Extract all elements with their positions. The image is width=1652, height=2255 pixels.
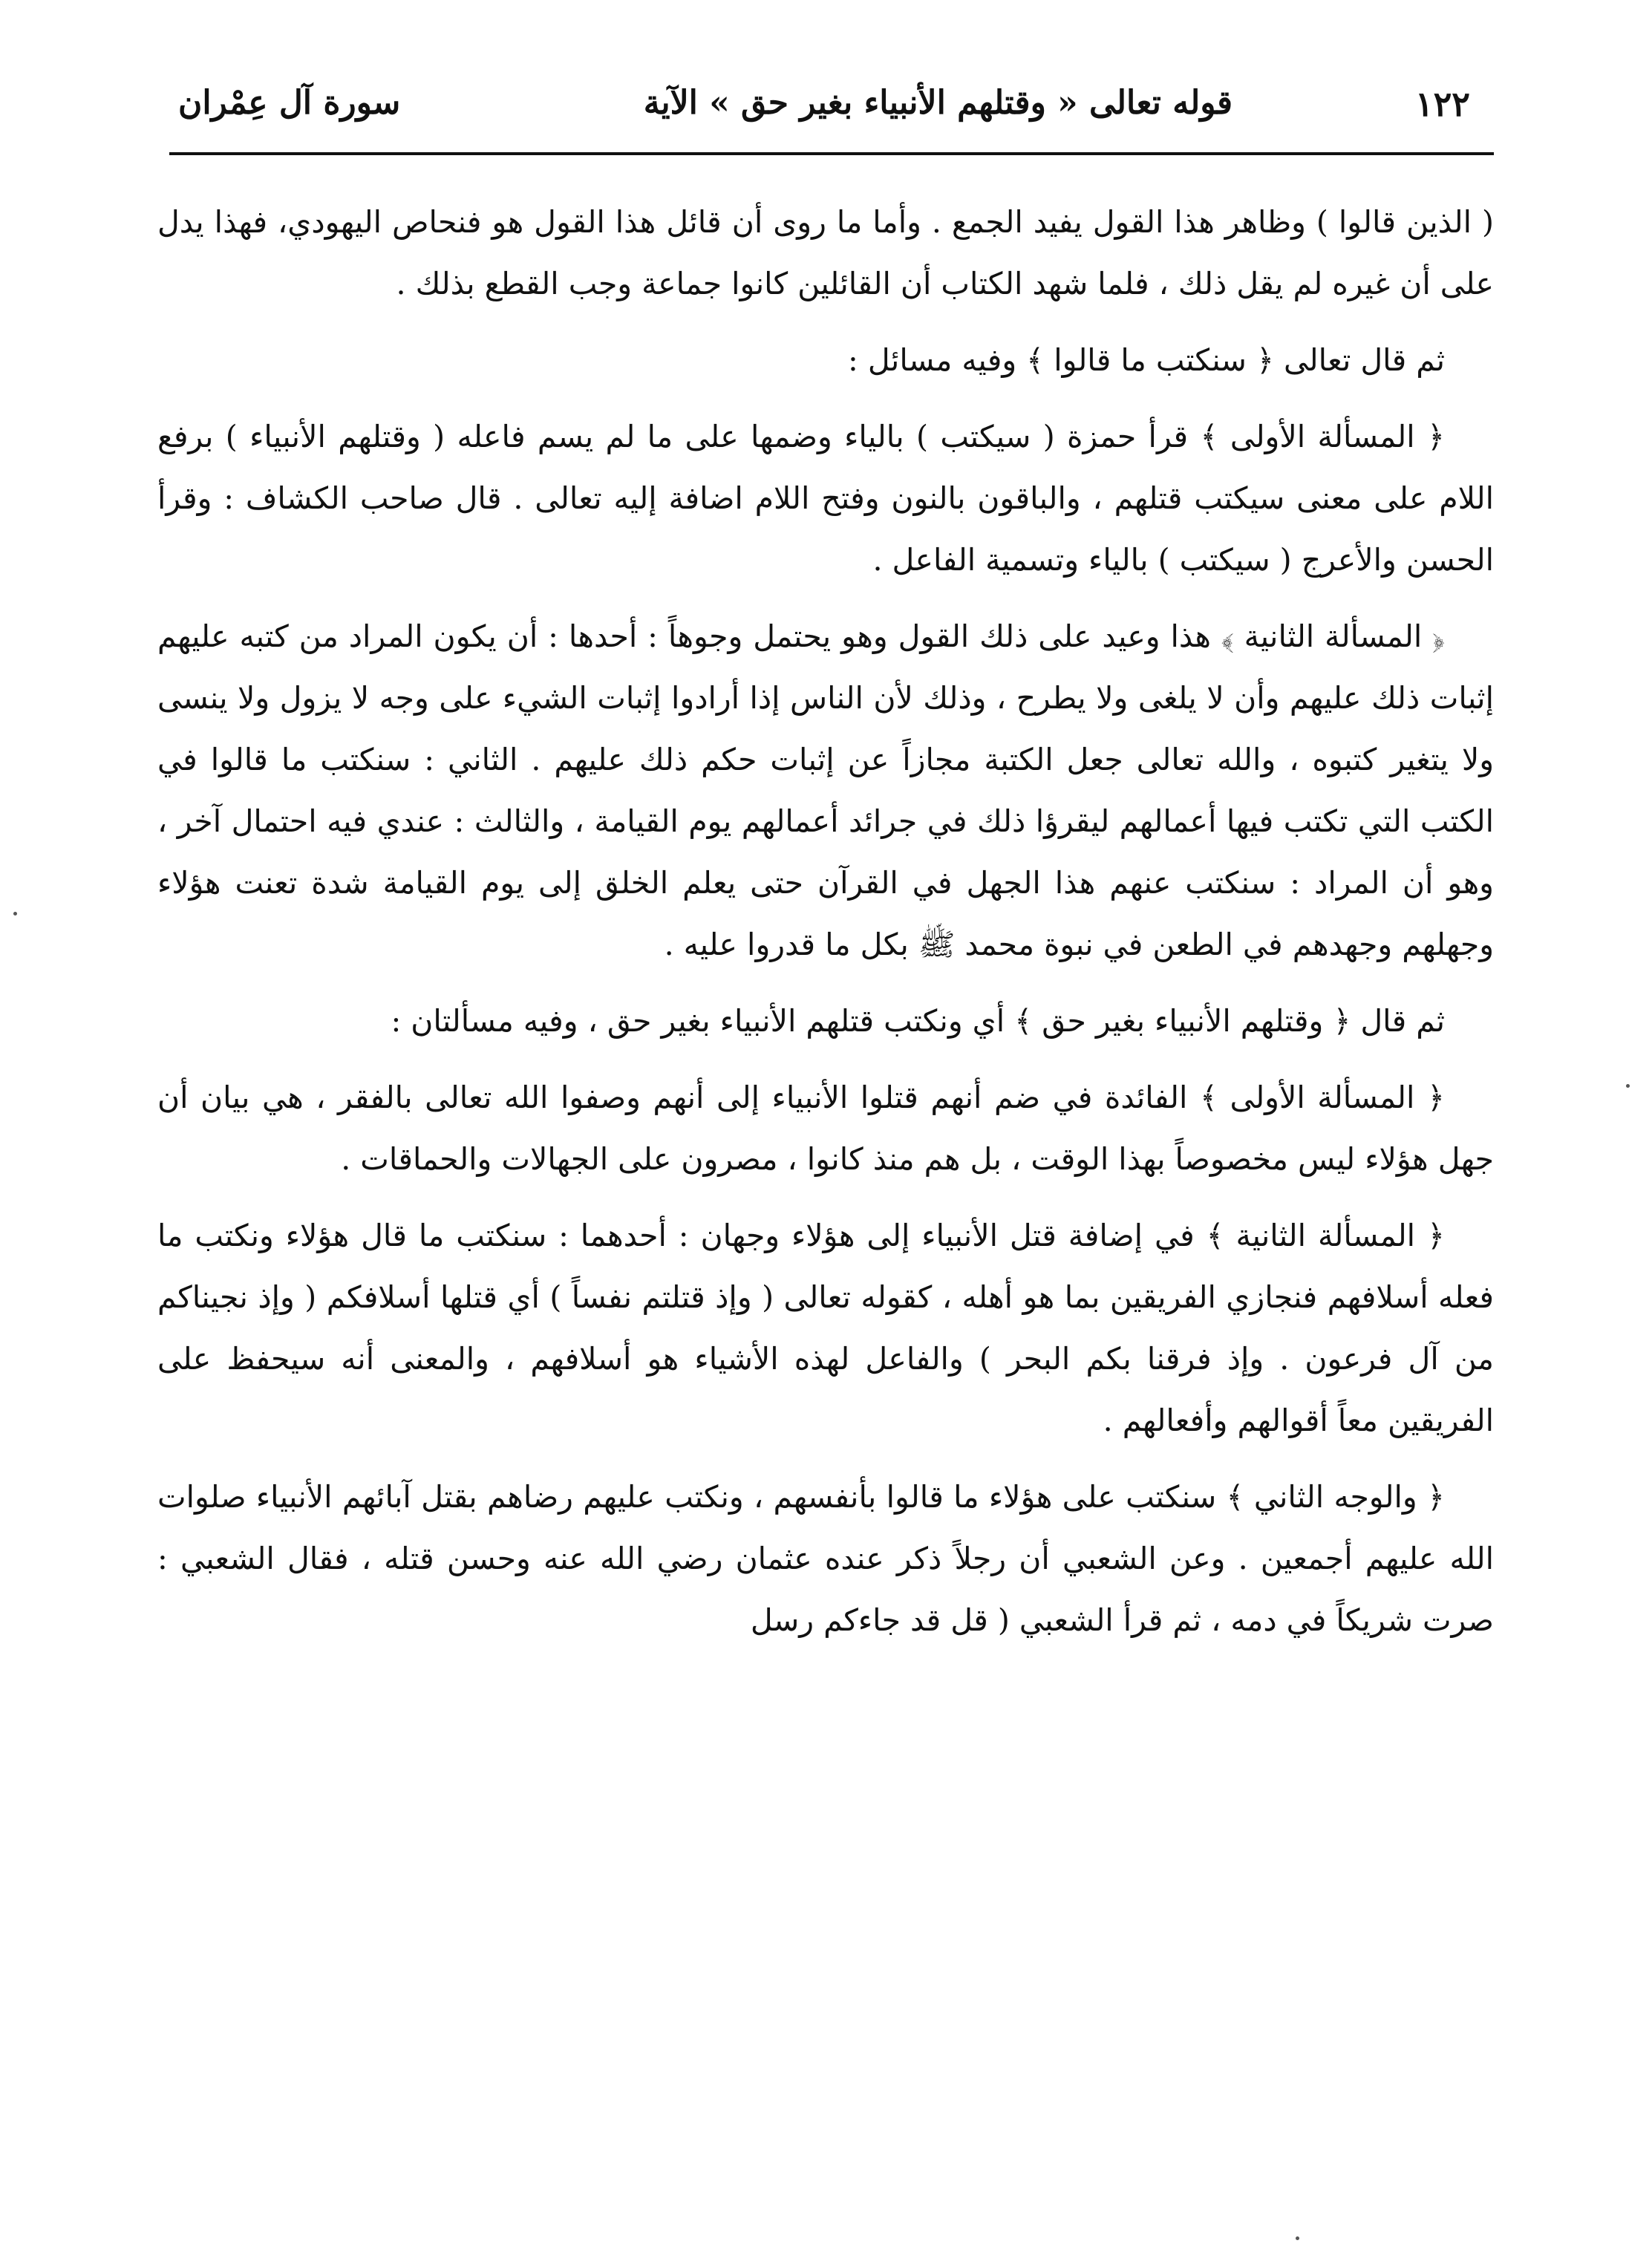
paragraph-indent — [1445, 646, 1494, 647]
running-title: قوله تعالى « وقتلهم الأنبياء بغير حق » الآية — [643, 84, 1233, 122]
paragraph-indent — [1445, 446, 1494, 447]
paragraph-indent — [1445, 370, 1494, 371]
scan-speck — [1296, 2236, 1299, 2240]
paragraph-2-text: ثم قال تعالى ﴿ سنكتب ما قالوا ﴾ وفيه مسائل : — [848, 342, 1445, 378]
paragraph-3-text: ﴿ المسألة الأولى ﴾ قرأ حمزة ( سيكتب ) بالياء وضمها على ما لم يسم فاعله ( وقتلهم الأنبياء ) برفع اللام على معنى سيكتب قتلهم ، والباقون بالنون وفتح اللام اضافة إليه تعالى . قال صاحب الكشاف : وقرأ الحسن والأعرج ( سيكتب ) بالياء وتسمية الفاعل . — [157, 419, 1494, 578]
paragraph-1-text: ( الذين قالوا ) وظاهر هذا القول يفيد الجمع . وأما ما روى أن قائل هذا القول هو فنحاص اليهودي، فهذا يدل على أن غيره لم يقل ذلك ، فلما شهد الكتاب أن القائلين كانوا جماعة وجب القطع بذلك . — [157, 204, 1494, 301]
paragraph-7-text: ﴿ المسألة الثانية ﴾ في إضافة قتل الأنبياء إلى هؤلاء وجهان : أحدهما : سنكتب ما قال هؤلاء ونكتب ما فعله أسلافهم فنجازي الفريقين بما هو أهله ، كقوله تعالى ( وإذ قتلتم نفساً ) أي قتلها أسلافكم ( وإذ نجيناكم من آل فرعون . وإذ فرقنا بكم البحر ) والفاعل لهذه الأشياء هو أسلافهم ، والمعنى أنه سيحفظ على الفريقين معاً أقوالهم وأفعالهم . — [157, 1218, 1494, 1438]
paragraph-4 — [157, 606, 1494, 976]
surah-name: سورة آل عِمْران — [178, 84, 401, 122]
page-number: ١٢٢ — [1414, 84, 1470, 124]
paragraph-7 — [157, 1205, 1494, 1452]
paragraph-5 — [157, 991, 1494, 1052]
paragraph-indent — [1445, 1107, 1494, 1108]
paragraph-4-text: ﴿ المسألة الثانية ﴾ هذا وعيد على ذلك القول وهو يحتمل وجوهاً : أحدها : أن يكون المراد من كتبه عليهم إثبات ذلك عليهم وأن لا يلغى ولا يطرح ، وذلك لأن الناس إذا أرادوا إثبات الشيء على وجه لا يزول ولا ينسى ولا يتغير كتبوه ، والله تعالى جعل الكتبة مجازاً عن إثبات حكم ذلك عليهم . الثاني : سنكتب ما قالوا في الكتب التي تكتب فيها أعمالهم ليقرؤا ذلك في جرائد أعمالهم يوم القيامة ، والثالث : عندي فيه احتمال آخر ، وهو أن المراد : سنكتب عنهم هذا الجهل في القرآن حتى يعلم الخلق إلى يوم القيامة شدة تعنت هؤلاء وجهلهم وجهدهم في الطعن في نبوة محمد ﷺ بكل ما قدروا عليه . — [157, 619, 1494, 962]
scan-speck — [1626, 1084, 1630, 1088]
paragraph-6 — [157, 1067, 1494, 1190]
header-divider — [169, 152, 1494, 155]
paragraph-indent — [1445, 1245, 1494, 1246]
paragraph-1 — [157, 192, 1494, 315]
scan-speck — [13, 912, 17, 916]
page-body — [157, 192, 1494, 1666]
paragraph-3 — [157, 406, 1494, 591]
paragraph-5-text: ثم قال ﴿ وقتلهم الأنبياء بغير حق ﴾ أي ونكتب قتلهم الأنبياء بغير حق ، وفيه مسألتان : — [391, 1003, 1445, 1039]
paragraph-8-text: ﴿ والوجه الثاني ﴾ سنكتب على هؤلاء ما قالوا بأنفسهم ، ونكتب عليهم رضاهم بقتل آبائهم الأنبياء صلوات الله عليهم أجمعين . وعن الشعبي أن رجلاً ذكر عنده عثمان رضي الله عنه وحسن قتله ، فقال الشعبي : صرت شريكاً في دمه ، ثم قرأ الشعبي ( قل قد جاءكم رسل — [157, 1479, 1494, 1638]
paragraph-6-text: ﴿ المسألة الأولى ﴾ الفائدة في ضم أنهم قتلوا الأنبياء إلى أنهم وصفوا الله تعالى بالفقر ، هي بيان أن جهل هؤلاء ليس مخصوصاً بهذا الوقت ، بل هم منذ كانوا ، مصرون على الجهالات والحماقات . — [157, 1080, 1494, 1177]
paragraph-8 — [157, 1466, 1494, 1651]
page-header — [171, 78, 1478, 152]
paragraph-2 — [157, 330, 1494, 391]
